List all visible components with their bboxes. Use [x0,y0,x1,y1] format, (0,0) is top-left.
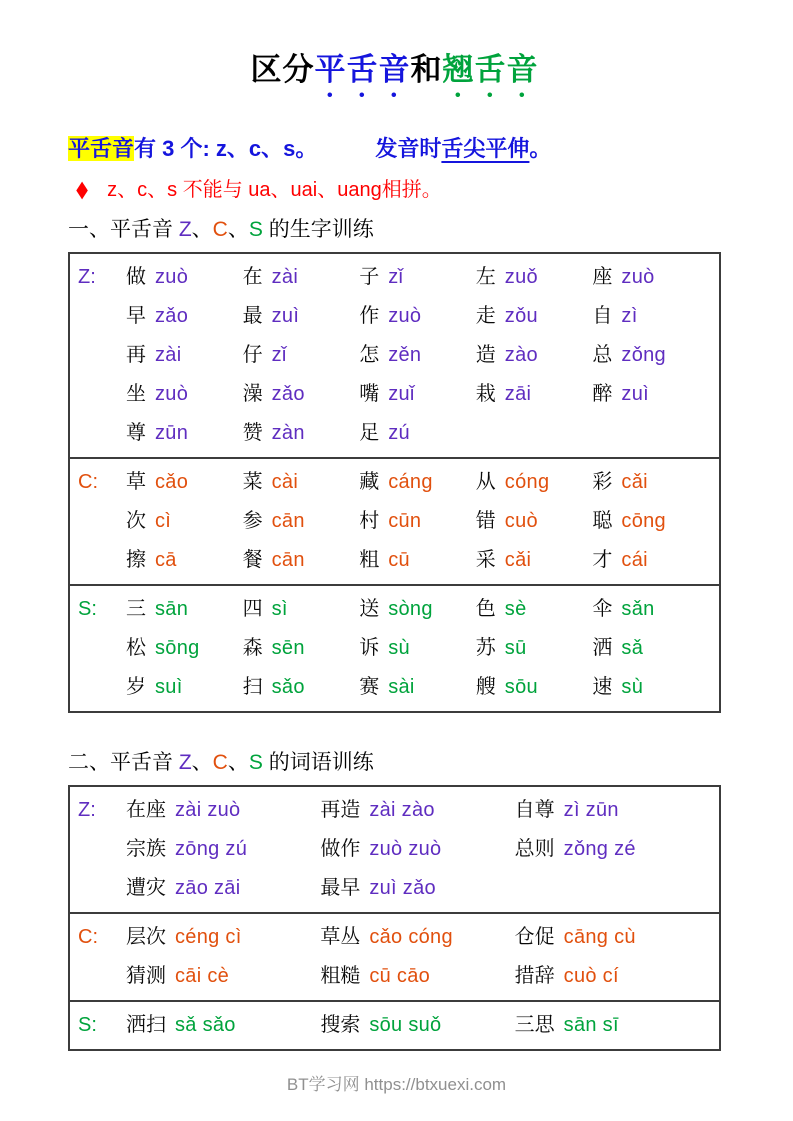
pinyin-text: zǎo [155,305,189,327]
entry-cell [126,1013,320,1038]
table-row [70,629,719,668]
entry-cell [476,470,593,495]
group-label: S: [78,598,97,620]
hanzi-text: 三 [126,598,146,620]
entry-cell [359,265,476,290]
pinyin-text: sōu suǒ [369,1014,442,1036]
entry-cell [359,304,476,329]
entry-cell [243,470,360,495]
entry-cell [126,421,243,446]
pinyin-text: cáng [388,471,433,493]
hanzi-text: 走 [475,305,496,327]
entry-cell [359,509,476,534]
hanzi-text: 自 [592,305,613,327]
intro-line [68,134,721,164]
pinyin-text: sōng [155,637,200,659]
entry-cell [359,597,476,622]
hanzi-text: 送 [359,598,380,620]
text-part: 、 [227,751,249,774]
pinyin-text: sǎ [621,637,644,659]
table-row [70,791,719,830]
pinyin-text: zǒu [504,305,538,327]
entry-cell [243,548,360,573]
hanzi-text: 苏 [475,637,496,659]
pinyin-text: sān sī [563,1014,619,1036]
pinyin-text: cāng cù [563,926,636,948]
hanzi-text: 四 [242,598,263,620]
hanzi-text: 坐 [126,383,146,405]
pinyin-text: zì zūn [563,799,619,821]
pronounce-suffix: 。 [529,136,552,161]
text-part: C [212,751,228,774]
entry-cell [243,675,360,700]
hanzi-text: 草 [126,471,146,493]
hanzi-text: 做作 [320,838,361,860]
hanzi-text: 采 [475,549,496,571]
entry-cell [592,304,709,329]
entry-cell [359,636,476,661]
pinyin-text: zào [504,344,538,366]
hanzi-text: 赞 [242,422,263,444]
table-group-z [70,254,719,457]
pinyin-text: cì [155,510,172,532]
word-training-table [68,785,721,1051]
entry-cell [592,636,709,661]
pinyin-text: zuò [155,266,189,288]
hanzi-text: 参 [242,510,263,532]
entry-cell [515,798,709,823]
hanzi-text: 次 [126,510,146,532]
diamond-bullet-icon: ◆ [76,176,88,203]
pinyin-text: sǎ sǎo [175,1014,236,1036]
hanzi-text: 村 [359,510,380,532]
hanzi-text: 岁 [126,676,146,698]
pinyin-text: zōng zú [175,838,248,860]
pinyin-text: sù [388,637,410,659]
hanzi-text: 餐 [242,549,263,571]
entry-cell [126,876,320,901]
entry-cell [126,925,320,950]
pinyin-text: cóng [504,471,550,493]
rule-note [68,176,721,204]
entry-cell [515,1013,709,1038]
text-part: S [248,751,263,774]
entry-cell [476,382,593,407]
table-group-c [70,912,719,1000]
entry-cell [320,925,514,950]
pinyin-text: zuì [621,383,649,405]
entry-cell [476,304,593,329]
character-training-table [68,252,721,713]
entry-cell [243,509,360,534]
hanzi-text: 总则 [514,838,555,860]
group-label: S: [78,1014,97,1036]
entry-cell [476,636,593,661]
pinyin-text: zǒng zé [563,838,636,860]
hanzi-text: 彩 [592,471,613,493]
text-part: S [248,218,263,241]
entry-cell [592,597,709,622]
pinyin-text: sǎn [621,598,655,620]
table-group-s [70,1000,719,1049]
table-row [70,336,719,375]
table-row [70,297,719,336]
hanzi-text: 粗 [359,549,380,571]
entry-cell [592,509,709,534]
entry-cell [515,964,709,989]
hanzi-text: 伞 [592,598,613,620]
entry-cell [592,675,709,700]
text-part: 的词语训练 [262,751,374,774]
entry-cell [320,964,514,989]
intro-text: 有 3 个: z、c、s。 [134,136,318,161]
table-row [70,502,719,541]
hanzi-text: 三思 [514,1014,555,1036]
hanzi-text: 作 [359,305,380,327]
pinyin-text: zěn [388,344,422,366]
table-row [70,258,719,297]
table-row [70,541,719,580]
table-row [70,590,719,629]
section1-heading [68,216,721,244]
pinyin-text: cǎi [621,471,648,493]
hanzi-text: 再 [126,344,146,366]
hanzi-text: 菜 [242,471,263,493]
group-label: C: [78,471,98,493]
pinyin-text: zuò [155,383,189,405]
hanzi-text: 草丛 [320,926,361,948]
pinyin-text: cū cāo [369,965,431,987]
pinyin-text: zuǒ [504,266,538,288]
pinyin-text: zǒng [621,344,666,366]
hanzi-text: 速 [592,676,613,698]
entry-cell [126,964,320,989]
entry-cell [476,597,593,622]
pinyin-text: zǎo [271,383,305,405]
hanzi-text: 遭灾 [126,877,166,899]
pinyin-text: zāi [504,383,532,405]
hanzi-text: 造 [475,344,496,366]
entry-cell [359,343,476,368]
hanzi-text: 尊 [126,422,146,444]
entry-cell [359,421,476,446]
table-row [70,1006,719,1045]
entry-cell [476,509,593,534]
entry-cell [592,382,709,407]
entry-cell [476,265,593,290]
pinyin-text: cuò [504,510,538,532]
entry-cell [359,470,476,495]
pinyin-text: zǐ [271,344,287,366]
hanzi-text: 洒 [592,637,613,659]
pinyin-text: zài [155,344,182,366]
table-row [70,918,719,957]
hanzi-text: 诉 [359,637,380,659]
pinyin-text: zài [271,266,299,288]
entry-cell [592,470,709,495]
table-row [70,957,719,996]
hanzi-text: 嘴 [359,383,380,405]
entry-cell [126,382,243,407]
hanzi-text: 仔 [242,344,263,366]
entry-cell [592,548,709,573]
entry-cell [243,265,360,290]
entry-cell [515,925,709,950]
entry-cell [515,837,709,862]
pinyin-text: zuì [271,305,300,327]
hanzi-text: 最早 [320,877,361,899]
pinyin-text: zuò zuò [369,838,442,860]
hanzi-text: 扫 [242,676,263,698]
hanzi-text: 森 [242,637,263,659]
hanzi-text: 层次 [126,926,166,948]
page-title [68,44,721,104]
pinyin-text: cǎo [155,471,189,493]
entry-cell [126,597,243,622]
hanzi-text: 宗族 [126,838,166,860]
hanzi-text: 在 [242,266,263,288]
entry-cell [320,837,514,862]
table-group-z [70,787,719,912]
pinyin-text: zuò [388,305,422,327]
hanzi-text: 栽 [475,383,496,405]
hanzi-text: 早 [126,305,146,327]
hanzi-text: 再造 [320,799,361,821]
hanzi-text: 聪 [592,510,613,532]
hanzi-text: 醉 [592,383,613,405]
hanzi-text: 怎 [359,344,380,366]
pinyin-text: zài zào [369,799,435,821]
hanzi-text: 做 [126,266,146,288]
hanzi-text: 擦 [126,549,146,571]
hanzi-text: 仓促 [514,926,555,948]
pinyin-text: sè [504,598,527,620]
entry-cell [320,798,514,823]
pinyin-text: cūn [388,510,422,532]
section2-heading [68,749,721,777]
pinyin-text: sài [388,676,415,698]
pinyin-text: cān [271,549,305,571]
pinyin-text: cǎi [504,549,532,571]
entry-cell [320,876,514,901]
entry-cell [359,548,476,573]
hanzi-text: 才 [592,549,613,571]
pinyin-text: zì [621,305,638,327]
pinyin-text: sǎo [271,676,305,698]
pinyin-text: zuǐ [388,383,415,405]
table-row [70,668,719,707]
table-row [70,463,719,502]
pronounce-prefix: 发音时 [375,136,442,161]
group-label: Z: [78,266,96,288]
hanzi-text: 粗糙 [320,965,361,987]
table-group-s [70,584,719,711]
pinyin-text: zài zuò [175,799,241,821]
hanzi-text: 松 [126,637,146,659]
entry-cell [126,509,243,534]
entry-cell [126,343,243,368]
entry-cell [126,265,243,290]
entry-cell [243,343,360,368]
text-part: 区分 [250,52,315,87]
pinyin-text: suì [155,676,183,698]
pinyin-text: cān [271,510,305,532]
pinyin-text: cōng [621,510,666,532]
entry-cell [126,798,320,823]
pinyin-text: sōu [504,676,538,698]
hanzi-text: 足 [359,422,380,444]
pinyin-text: cuò cí [563,965,619,987]
pinyin-text: sēn [271,637,305,659]
pinyin-text: cū [388,549,410,571]
hanzi-text: 在座 [126,799,166,821]
entry-cell [126,548,243,573]
pinyin-text: zuò [621,266,655,288]
hanzi-text: 措辞 [514,965,555,987]
text-part: 、 [227,218,249,241]
entry-cell [592,343,709,368]
text-part: 和 [410,52,443,87]
text-part: 一、平舌音 [68,218,179,241]
pinyin-text: sù [621,676,644,698]
pinyin-text: cái [621,549,648,571]
entry-cell [243,421,360,446]
hanzi-text: 艘 [475,676,496,698]
text-part: 翘舌音 [442,52,539,87]
pinyin-text: sòng [388,598,433,620]
highlighted-term: 平舌音 [68,136,135,161]
hanzi-text: 猜测 [126,965,166,987]
pinyin-text: zāo zāi [175,877,241,899]
text-part: 、 [191,218,213,241]
hanzi-text: 最 [242,305,263,327]
pinyin-text: zú [388,422,410,444]
pinyin-text: zuì zǎo [369,877,436,899]
text-part: 的生字训练 [262,218,374,241]
text-part: C [212,218,228,241]
text-part: 平舌音 [314,52,411,87]
table-row [70,414,719,453]
table-row [70,869,719,908]
hanzi-text: 洒扫 [126,1014,166,1036]
footer-watermark: BT学习网 https://btxuexi.com [286,1075,507,1094]
pronounce-underlined: 舌尖平伸 [441,136,530,161]
hanzi-text: 总 [592,344,613,366]
entry-cell [126,636,243,661]
entry-cell [243,304,360,329]
table-row [70,830,719,869]
entry-cell [359,675,476,700]
table-group-c [70,457,719,584]
pinyin-text: zàn [271,422,305,444]
text-part: 、 [191,751,213,774]
group-label: Z: [78,799,96,821]
entry-cell [126,470,243,495]
pinyin-text: zǐ [388,266,404,288]
rule-note-text: z、c、s 不能与 ua、uai、uang相拼。 [107,179,442,201]
pinyin-text: céng cì [175,926,242,948]
hanzi-text: 错 [475,510,496,532]
pinyin-text: sì [271,598,288,620]
text-part: Z [178,751,192,774]
pinyin-text: cāi cè [175,965,230,987]
pinyin-text: sū [504,637,527,659]
entry-cell [320,1013,514,1038]
hanzi-text: 色 [475,598,496,620]
pinyin-text: cǎo cóng [369,926,453,948]
hanzi-text: 从 [475,471,496,493]
hanzi-text: 赛 [359,676,380,698]
entry-cell [592,265,709,290]
entry-cell [476,675,593,700]
group-label: C: [78,926,98,948]
entry-cell [359,382,476,407]
hanzi-text: 子 [359,266,380,288]
entry-cell [243,636,360,661]
entry-cell [243,382,360,407]
hanzi-text: 自尊 [514,799,555,821]
hanzi-text: 座 [592,266,613,288]
entry-cell [126,304,243,329]
entry-cell [476,548,593,573]
hanzi-text: 藏 [359,471,380,493]
entry-cell [476,343,593,368]
text-part: 二、平舌音 [68,751,179,774]
text-part: Z [178,218,192,241]
entry-cell [126,675,243,700]
pinyin-text: cā [155,549,177,571]
entry-cell [126,837,320,862]
table-row [70,375,719,414]
pinyin-text: sān [155,598,189,620]
hanzi-text: 搜索 [320,1014,361,1036]
hanzi-text: 澡 [242,383,263,405]
pinyin-text: cài [271,471,299,493]
pinyin-text: zūn [155,422,189,444]
entry-cell [243,597,360,622]
hanzi-text: 左 [475,266,496,288]
